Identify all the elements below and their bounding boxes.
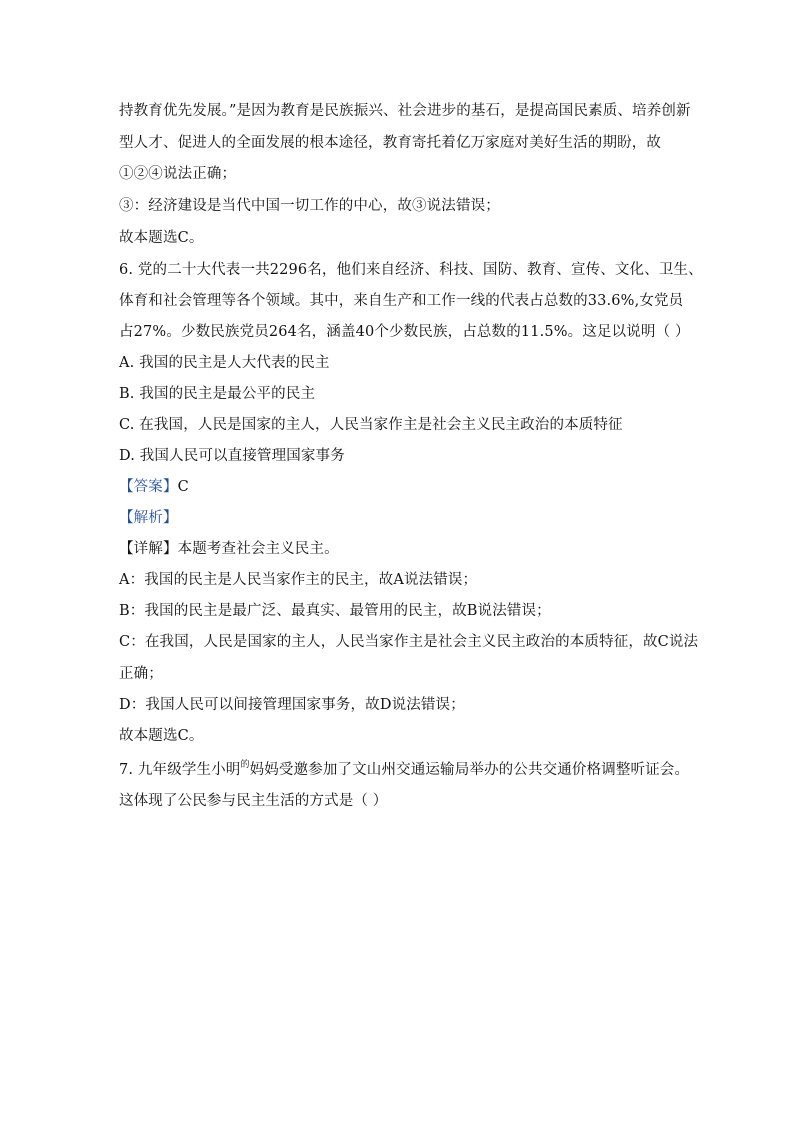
q6-explanation-a: A：我国的民主是人民当家作主的民主，故A说法错误； bbox=[119, 572, 478, 588]
q7-stem-line-2: 这体现了公民参与民主生活的方式是（ ） bbox=[119, 793, 388, 809]
q6-option-a: A. 我国的民主是人大代表的民主 bbox=[119, 355, 330, 371]
q7-stem-part-2: 妈妈受邀参加了文山州交通运输局举办的公共交通价格调整听证会。 bbox=[249, 762, 690, 778]
q6-explanation-b: B：我国的民主是最广泛、最真实、最管用的民主，故B说法错误； bbox=[119, 603, 551, 619]
q6-stem-line-2: 体育和社会管理等各个领域。其中，来自生产和工作一线的代表占总数的33.6%,女党员 bbox=[119, 293, 684, 309]
q6-answer bbox=[119, 477, 189, 497]
q6-option-c: C. 在我国，人民是国家的主人，人民当家作主是社会主义民主政治的本质特征 bbox=[119, 417, 623, 433]
q6-option-d: D. 我国人民可以直接管理国家事务 bbox=[119, 448, 345, 464]
q6-analysis bbox=[119, 508, 178, 528]
prev-conclusion: 故本题选C。 bbox=[119, 230, 204, 246]
detail-text: 本题考查社会主义民主。 bbox=[177, 541, 339, 557]
detail-label: 【详解】 bbox=[119, 541, 178, 557]
q7-stem-line-1 bbox=[119, 760, 689, 782]
q6-stem-line-3: 占27%。少数民族党员264名，涵盖40个少数民族，占总数的11.5%。这足以说明（ ） bbox=[119, 324, 690, 340]
q6-explanation-d: D：我国人民可以间接管理国家事务，故D说法错误； bbox=[119, 697, 465, 713]
answer-value: C bbox=[177, 479, 189, 495]
answer-label: 【答案】 bbox=[119, 479, 178, 495]
prev-explanation-line-2: 型人才、促进人的全面发展的根本途径，教育寄托着亿万家庭对美好生活的期盼，故 bbox=[119, 135, 662, 151]
q7-stem-superscript: 的 bbox=[240, 760, 250, 770]
prev-explanation-line-1: 持教育优先发展。”是因为教育是民族振兴、社会进步的基石，是提高国民素质、培养创新 bbox=[119, 103, 691, 119]
q6-detail bbox=[119, 539, 339, 559]
q6-option-b: B. 我国的民主是最公平的民主 bbox=[119, 386, 316, 402]
q6-stem-line-1: 6. 党的二十大代表一共2296名，他们来自经济、科技、国防、教育、宣传、文化、卫生、 bbox=[119, 262, 703, 278]
q6-explanation-c-line-1: C：在我国，人民是国家的主人，人民当家作主是社会主义民主政治的本质特征，故C说法 bbox=[119, 634, 699, 650]
prev-explanation-line-4: ③：经济建设是当代中国一切工作的中心，故③说法错误； bbox=[119, 198, 500, 214]
q7-stem-part-1: 7. 九年级学生小明 bbox=[119, 762, 241, 778]
prev-explanation-line-3: ①②④说法正确； bbox=[119, 166, 237, 182]
analysis-label: 【解析】 bbox=[119, 510, 178, 526]
q6-explanation-c-line-2: 正确； bbox=[119, 666, 163, 682]
q6-conclusion: 故本题选C。 bbox=[119, 728, 204, 744]
